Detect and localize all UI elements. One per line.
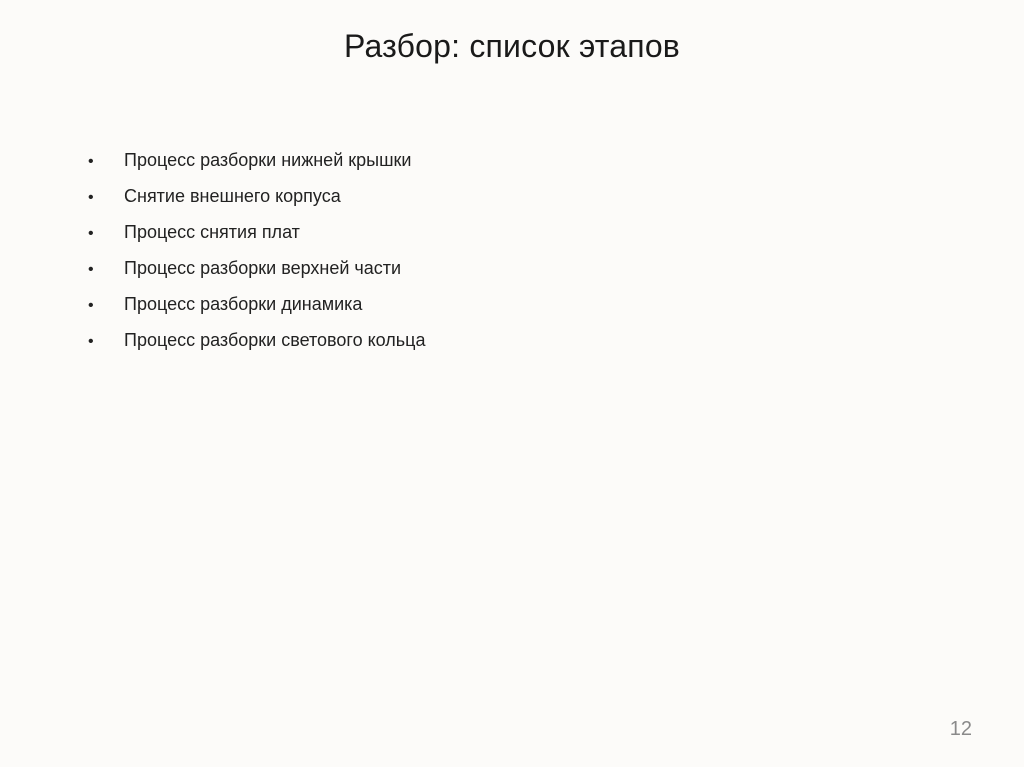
list-item-text: Процесс разборки светового кольца — [124, 330, 426, 350]
slide-title: Разбор: список этапов — [343, 28, 681, 64]
list-item — [88, 222, 425, 258]
list-item-text: Процесс разборки верхней части — [124, 258, 402, 278]
list-item — [88, 150, 425, 186]
list-item — [88, 330, 425, 366]
bullet-list — [88, 150, 425, 366]
list-item — [88, 186, 425, 222]
bullet-icon: • — [88, 189, 94, 206]
page-number: 12 — [949, 718, 972, 740]
list-item-text: Процесс разборки нижней крышки — [124, 150, 412, 170]
list-item-text: Процесс снятия плат — [124, 222, 300, 242]
bullet-icon: • — [88, 333, 94, 350]
bullet-icon: • — [88, 153, 94, 170]
bullet-icon: • — [88, 261, 94, 278]
list-item-text: Снятие внешнего корпуса — [124, 186, 341, 206]
list-item — [88, 258, 425, 294]
bullet-icon: • — [88, 297, 94, 314]
bullet-icon: • — [88, 225, 94, 242]
list-item-text: Процесс разборки динамика — [124, 294, 363, 314]
list-item — [88, 294, 425, 330]
